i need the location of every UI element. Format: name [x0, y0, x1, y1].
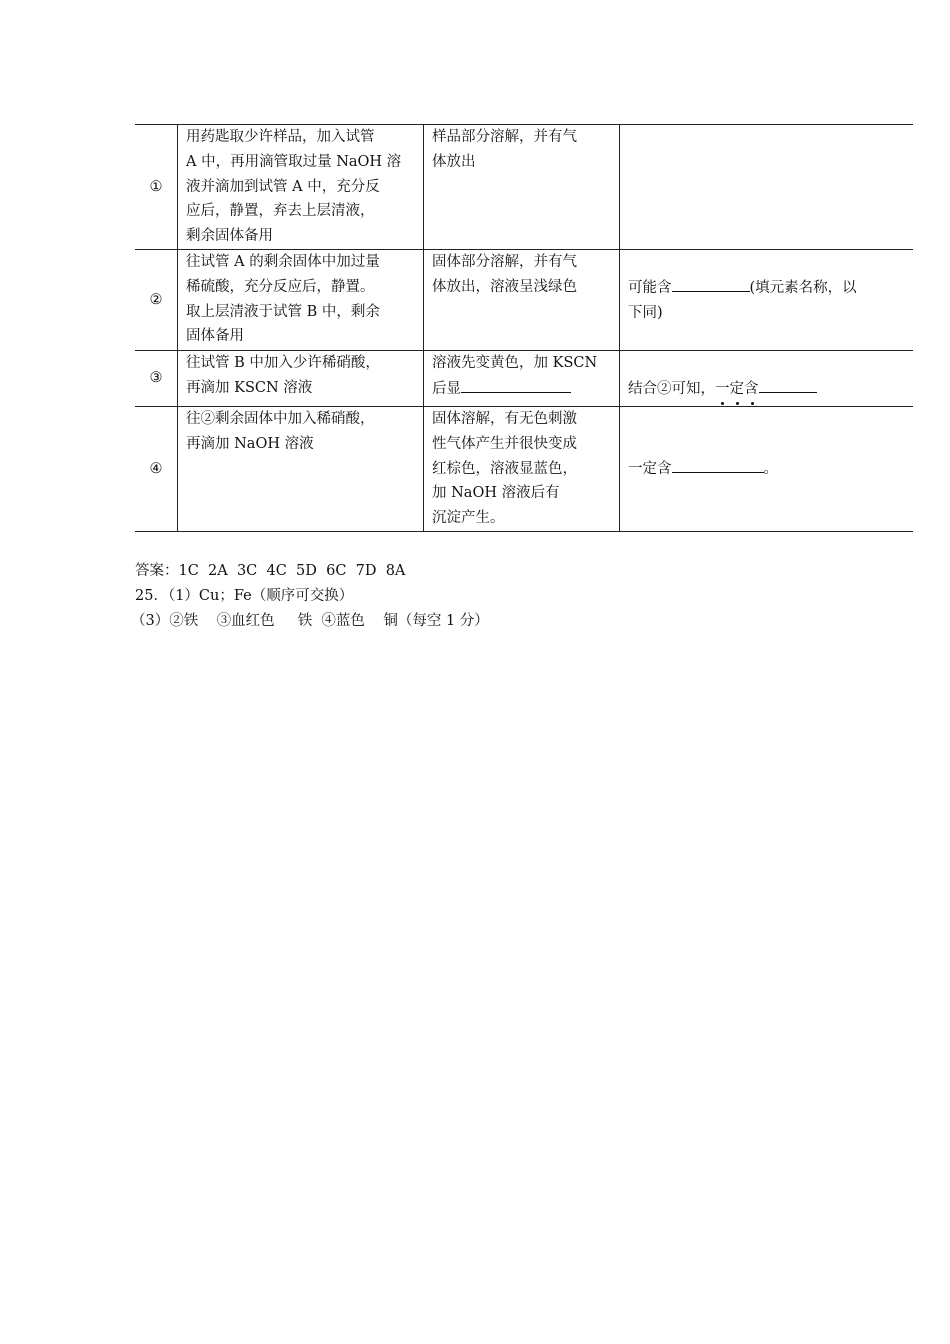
conclusion-note: (填元素名称，以 — [749, 279, 857, 296]
phenomenon-line: 体放出 — [432, 153, 476, 170]
operation-line: 再滴加 KSCN 溶液 — [186, 379, 313, 396]
operation-line: 往②剩余固体中加入稀硝酸， — [186, 411, 375, 427]
operation-cell — [178, 125, 424, 250]
operation-line: 应后，静置，弃去上层清液， — [186, 203, 375, 220]
phenomenon-cell — [424, 125, 620, 250]
conclusion-note-cont: 下同) — [628, 304, 663, 321]
operation-line: 稀硫酸，充分反应后，静置。 — [186, 278, 375, 295]
phenomenon-line: 固体溶解，有无色刺激 — [432, 411, 577, 427]
phenomenon-line: 溶液先变黄色，加 KSCN — [432, 355, 598, 371]
answer-blank — [672, 275, 750, 292]
conclusion-punct: 。 — [763, 461, 778, 478]
conclusion-text: 一定含 — [628, 461, 672, 478]
phenomenon-cell — [424, 250, 620, 351]
row-number: ④ — [135, 407, 178, 532]
operation-line: 往试管 A 的剩余固体中加过量 — [186, 254, 380, 270]
row-number: ② — [135, 250, 178, 351]
operation-line: 剩余固体备用 — [186, 228, 273, 245]
conclusion-cell — [620, 351, 914, 407]
operation-line: 再滴加 NaOH 溶液 — [186, 435, 314, 452]
conclusion-cell — [620, 407, 914, 532]
operation-line: 用药匙取少许样品，加入试管 — [186, 129, 375, 145]
table-row — [135, 351, 913, 407]
operation-cell — [178, 407, 424, 532]
phenomenon-line: 体放出，溶液呈浅绿色 — [432, 278, 577, 295]
answer-line-q25-1: 25．（1）Cu；Fe（顺序可交换） — [135, 587, 354, 604]
answer-blank — [759, 376, 817, 393]
emphasis-dot — [721, 402, 724, 405]
phenomenon-line: 红棕色，溶液显蓝色， — [432, 460, 577, 477]
table-row — [135, 250, 913, 351]
operation-line: A 中，再用滴管取过量 NaOH 溶 — [186, 153, 402, 170]
row-number: ① — [135, 125, 178, 250]
conclusion-cell — [620, 250, 914, 351]
conclusion-text: 结合②可知， — [628, 381, 715, 398]
conclusion-text: 可能含 — [628, 279, 672, 296]
experiment-table — [135, 124, 913, 532]
answer-section — [131, 559, 489, 633]
phenomenon-line: 沉淀产生。 — [432, 510, 505, 527]
conclusion-cell — [620, 125, 914, 250]
row-number: ③ — [135, 351, 178, 407]
phenomenon-line: 固体部分溶解，并有气 — [432, 254, 577, 270]
phenomenon-cell — [424, 351, 620, 407]
operation-cell — [178, 250, 424, 351]
operation-line: 液并滴加到试管 A 中，充分反 — [186, 178, 380, 195]
operation-line: 固体备用 — [186, 328, 244, 345]
operation-cell — [178, 351, 424, 407]
answer-blank — [461, 376, 571, 393]
emphasis-dot — [751, 402, 754, 405]
table-row — [135, 407, 913, 532]
table-row — [135, 125, 913, 250]
answer-line-q25-3: （3）②铁 ③血红色 铁 ④蓝色 铜（每空 1 分） — [131, 612, 489, 629]
phenomenon-cell — [424, 407, 620, 532]
phenomenon-line: 性气体产生并很快变成 — [432, 435, 577, 452]
emphasis-dot — [736, 402, 739, 405]
phenomenon-line: 加 NaOH 溶液后有 — [432, 485, 560, 502]
answer-line-choice: 答案：1C 2A 3C 4C 5D 6C 7D 8A — [135, 563, 406, 579]
answer-blank — [672, 456, 764, 473]
phenomenon-line: 样品部分溶解，并有气 — [432, 129, 577, 145]
operation-line: 往试管 B 中加入少许稀硝酸， — [186, 355, 380, 371]
emphasis-text: 一定含 — [715, 381, 759, 397]
phenomenon-line: 后显 — [432, 380, 461, 397]
operation-line: 取上层清液于试管 B 中，剩余 — [186, 303, 380, 320]
